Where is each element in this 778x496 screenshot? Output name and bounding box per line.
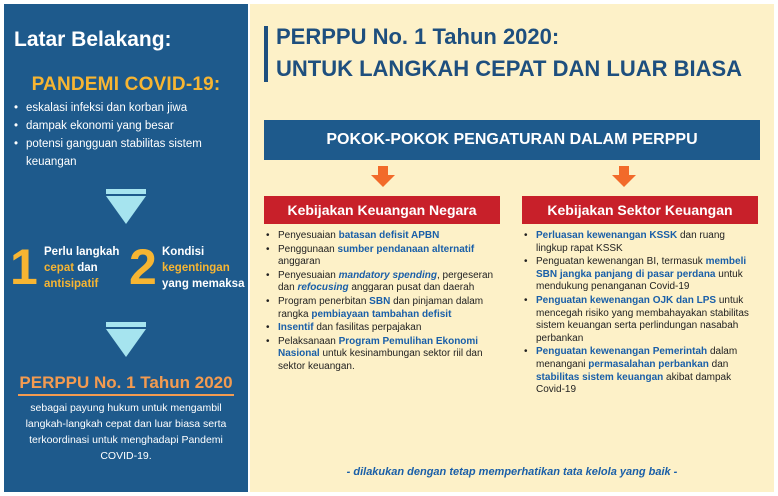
divider — [18, 394, 234, 396]
bullet-item: • dampak ekonomi yang besar — [12, 117, 244, 135]
down-arrow-icon — [106, 196, 146, 224]
financial-sector-list — [524, 230, 758, 398]
red-down-arrow-icon — [612, 175, 636, 187]
list-item: • Program penerbitan SBN dan pinjaman dalam rangka pembiayaan tambahan defisit — [266, 296, 496, 321]
pandemic-bullets — [12, 99, 244, 171]
perppu-description: sebagai payung hukum untuk mengambil langkah-langkah cepat dan luar biasa serta terkoordinasi untuk menghadapi Pandemi COVID-19. — [25, 402, 227, 462]
list-item: • Insentif dan fasilitas perpajakan — [266, 322, 496, 335]
list-item: • Penggunaan sumber pendanaan alternatif anggaran — [266, 244, 496, 269]
content-panel — [250, 4, 774, 492]
list-item: • Penguatan kewenangan Pemerintah dalam menangani permasalahan perbankan dan stabilitas sistem keuangan akibat dampak Covid-19 — [524, 346, 758, 396]
down-arrow-bar — [106, 189, 146, 194]
down-arrow-bar — [106, 322, 146, 327]
main-points-banner: POKOK-POKOK PENGATURAN DALAM PERPPU — [264, 120, 760, 160]
title-accent-bar — [264, 26, 268, 82]
main-title-line2: UNTUK LANGKAH CEPAT DAN LUAR BIASA — [276, 56, 743, 81]
list-item: • Penguatan kewenangan BI, termasuk membeli SBN jangka panjang di pasar perdana untuk mendukung penanganan Covid-19 — [524, 256, 758, 294]
fiscal-policy-header: Kebijakan Keuangan Negara — [264, 196, 500, 224]
perppu-left-title: PERPPU No. 1 Tahun 2020 — [19, 373, 233, 392]
pandemic-heading: PANDEMI COVID-19: — [31, 74, 221, 95]
number-one: 1 — [10, 239, 38, 295]
bullet-item: • potensi gangguan stabilitas sistem keuangan — [12, 135, 244, 171]
red-down-arrow-icon — [371, 175, 395, 187]
background-title: Latar Belakang: — [14, 28, 172, 51]
financial-sector-header: Kebijakan Sektor Keuangan — [522, 196, 758, 224]
list-item: • Perluasan kewenangan KSSK dan ruang lingkup rapat KSSK — [524, 230, 758, 255]
background-panel — [4, 4, 248, 492]
governance-footnote: - dilakukan dengan tetap memperhatikan tata kelola yang baik - — [346, 466, 678, 478]
reason-one-text: Perlu langkah cepat dan antisipatif — [44, 246, 120, 290]
list-item: • Penguatan kewenangan OJK dan LPS untuk mencegah risiko yang membahayakan stabilitas sistem keuangan serta perlindungan nasabah perbankan — [524, 295, 758, 345]
list-item: • Pelaksanaan Program Pemulihan Ekonomi Nasional untuk kesinambungan sektor riil dan sektor keuangan. — [266, 336, 496, 374]
reason-two-text: Kondisi kegentingan yang memaksa — [162, 246, 245, 290]
bullet-item: • eskalasi infeksi dan korban jiwa — [12, 99, 244, 117]
list-item: • Penyesuaian mandatory spending, pergeseran dan refocusing anggaran pusat dan daerah — [266, 270, 496, 295]
number-two: 2 — [129, 239, 157, 295]
list-item: • Penyesuaian batasan defisit APBN — [266, 230, 496, 243]
fiscal-policy-list — [266, 230, 496, 375]
main-title-line1: PERPPU No. 1 Tahun 2020: — [276, 24, 560, 49]
down-arrow-icon — [106, 329, 146, 357]
